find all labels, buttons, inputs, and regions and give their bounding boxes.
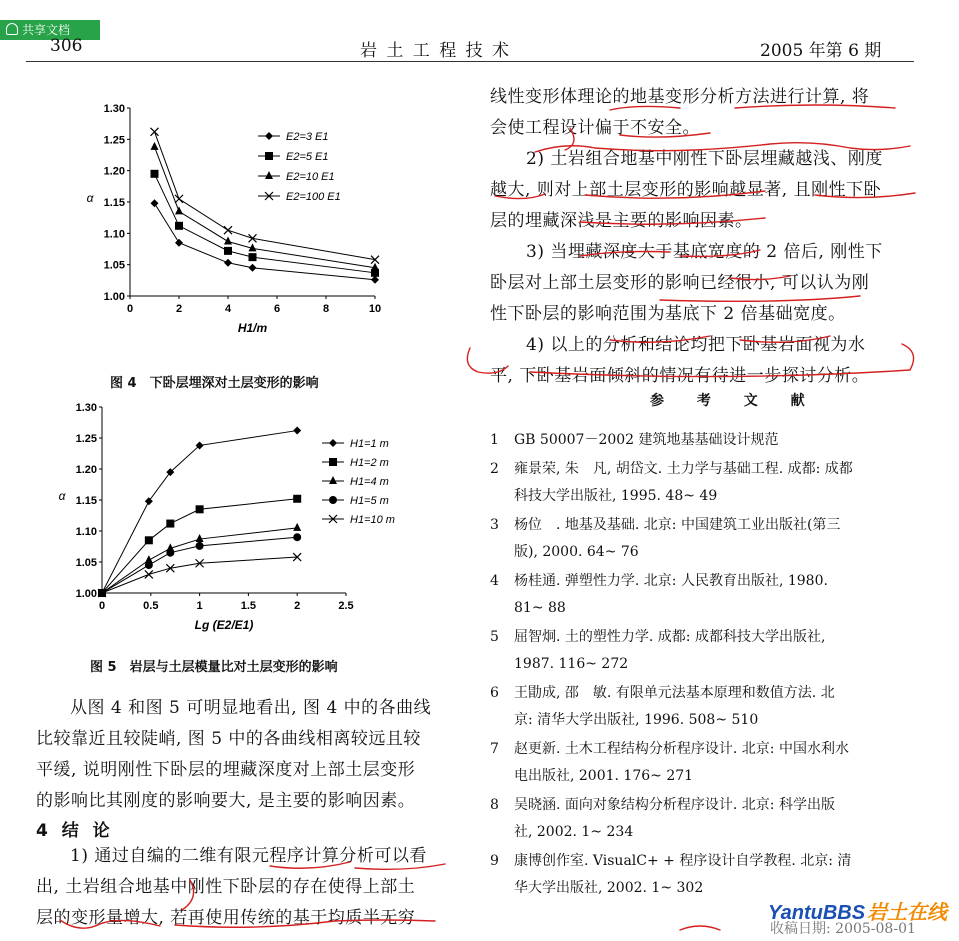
text-line: 平缓, 说明刚性下卧层的埋藏深度对上部土层变形	[36, 760, 416, 780]
reference-number: 9	[490, 853, 499, 869]
y-tick-label: 1.25	[75, 433, 97, 445]
conclusion-paragraph	[36, 841, 460, 934]
legend-marker	[265, 132, 273, 140]
text-line: 线性变形体理论的地基变形分析方法进行计算, 将	[490, 87, 870, 107]
reference-number: 5	[490, 629, 499, 645]
legend-marker	[265, 152, 273, 160]
data-point	[151, 128, 159, 136]
data-point	[196, 505, 204, 513]
x-axis-label: Lg (E2/E1)	[194, 618, 254, 632]
data-point	[293, 533, 301, 541]
text-line: 4) 以上的分析和结论均把下卧基岩面视为水	[526, 335, 866, 355]
data-point	[151, 199, 159, 207]
data-point	[175, 195, 183, 203]
reference-number: 3	[490, 517, 499, 533]
x-tick-label: 6	[273, 303, 281, 315]
y-tick-label: 1.05	[103, 259, 125, 272]
text-line: 的影响比其刚度的影响要大, 是主要的影响因素。	[36, 791, 416, 811]
reference-text: 京: 清华大学出版社, 1996. 508~ 510	[514, 712, 759, 728]
reference-text: GB 50007－2002 建筑地基基础设计规范	[514, 432, 779, 448]
legend-label: E2=100 E1	[286, 191, 341, 203]
reference-text: 王勖成, 邵 敏. 有限单元法基本原理和数值方法. 北	[514, 685, 835, 701]
y-tick-label: 1.20	[103, 165, 125, 178]
data-point	[175, 239, 183, 247]
text-line: 越大, 则对上部土层变形的影响越显著, 且刚性下卧	[490, 180, 882, 200]
figure-5-chart	[40, 395, 460, 650]
text-line: 卧层对上部土层变形的影响已经很小, 可以认为刚	[490, 273, 870, 293]
series-line	[155, 147, 376, 268]
reference-item	[490, 680, 920, 734]
reference-item	[490, 456, 920, 510]
reference-text: 科技大学出版社, 1995. 48~ 49	[514, 488, 718, 504]
reference-text: 华大学出版社, 2002. 1~ 302	[514, 880, 704, 896]
y-tick-label: 1.30	[75, 402, 97, 414]
data-point	[224, 226, 232, 234]
legend-marker	[329, 496, 337, 504]
data-point	[371, 263, 379, 271]
x-tick-label: 1	[196, 600, 203, 612]
reference-text: 电出版社, 2001. 176~ 271	[514, 768, 694, 784]
data-point	[166, 520, 174, 528]
data-point	[145, 536, 153, 544]
text-line: 2) 土岩组合地基中刚性下卧层埋藏越浅、刚度	[526, 149, 883, 169]
legend-label: E2=5 E1	[286, 151, 329, 163]
reference-item	[490, 736, 920, 790]
data-point	[293, 495, 301, 503]
data-point	[196, 534, 204, 542]
y-tick-label: 1.00	[75, 588, 97, 600]
x-tick-label: 8	[322, 303, 330, 315]
text-line: 1) 通过自编的二维有限元程序计算分析可以看	[70, 846, 427, 866]
reference-number: 7	[490, 741, 499, 757]
legend-marker	[329, 476, 337, 484]
figure-4-caption: 图 4 下卧层埋深对土层变形的影响	[110, 376, 319, 391]
logo-text: YantuBBS	[768, 902, 866, 924]
x-tick-label: 2	[294, 600, 301, 612]
x-tick-label: 1.5	[240, 600, 257, 612]
y-tick-label: 1.10	[75, 526, 97, 538]
data-point	[175, 222, 183, 230]
reference-number: 1	[490, 432, 499, 448]
text-line: 3) 当埋藏深度大于基底宽度的 2 倍后, 刚性下	[526, 242, 883, 262]
x-tick-label: 10	[368, 303, 382, 315]
reference-number: 8	[490, 797, 499, 813]
y-tick-label: 1.25	[103, 134, 125, 147]
page-number: 306	[50, 36, 83, 56]
reference-text: 81~ 88	[514, 600, 566, 616]
journal-title: 岩 土 工 程 技 术	[360, 41, 512, 61]
reference-text: 康博创作室. VisualC+ + 程序设计自学教程. 北京: 清	[514, 853, 852, 869]
reference-item	[490, 792, 920, 846]
reference-text: 社, 2002. 1~ 234	[514, 824, 634, 840]
data-point	[224, 236, 232, 244]
right-column-text	[490, 82, 920, 392]
reference-text: 1987. 116~ 272	[514, 656, 629, 672]
references-title: 参 考 文 献	[650, 393, 819, 409]
data-point	[293, 427, 301, 435]
text-line: 比较靠近且较陡峭, 图 5 中的各曲线相离较远且较	[36, 729, 421, 749]
reference-text: 杨位 . 地基及基础. 北京: 中国建筑工业出版社(第三	[514, 517, 841, 533]
text-line: 层的埋藏深浅是主要的影响因素。	[490, 211, 753, 231]
reference-number: 4	[490, 573, 499, 589]
text-line: 出, 土岩组合地基中刚性下卧层的存在使得上部土	[36, 877, 416, 897]
reference-number: 2	[490, 461, 499, 477]
x-tick-label: 0.5	[143, 600, 159, 612]
legend-label: H1=1 m	[350, 438, 389, 450]
data-point	[196, 542, 204, 550]
data-point	[224, 247, 232, 255]
y-tick-label: 1.15	[75, 495, 97, 507]
x-tick-label: 2	[175, 303, 183, 315]
data-point	[371, 276, 379, 284]
annotation-stroke	[680, 926, 720, 930]
figure-4-chart	[40, 90, 460, 360]
y-axis-label: α	[86, 191, 94, 205]
y-tick-label: 1.10	[103, 228, 125, 241]
legend-label: E2=3 E1	[286, 131, 329, 143]
logo-site: 岩土在线	[867, 902, 948, 924]
y-tick-label: 1.00	[103, 291, 125, 303]
series-line	[155, 174, 376, 273]
header-rule	[26, 61, 914, 62]
data-point	[224, 259, 232, 267]
data-point	[145, 570, 153, 578]
legend-label: H1=5 m	[350, 495, 389, 507]
legend-label: H1=10 m	[350, 514, 395, 526]
reference-item	[490, 427, 920, 454]
text-line: 平, 下卧基岩面倾斜的情况有待进一步探讨分析。	[490, 366, 870, 386]
y-tick-label: 1.30	[103, 103, 125, 115]
left-paragraph	[36, 693, 460, 817]
user-icon	[6, 23, 18, 35]
x-axis-label: H1/m	[237, 321, 268, 335]
text-line: 层的变形量增大, 若再使用传统的基于均质半无穷	[36, 908, 416, 928]
data-point	[249, 264, 257, 272]
x-tick-label: 0	[126, 303, 134, 315]
reference-number: 6	[490, 685, 499, 701]
legend-label: E2=10 E1	[286, 171, 335, 183]
legend-marker	[329, 439, 337, 447]
text-line: 从图 4 和图 5 可明显地看出, 图 4 中的各曲线	[70, 698, 432, 718]
site-logo[interactable]	[768, 896, 947, 925]
legend-marker	[265, 171, 273, 179]
reference-item	[490, 624, 920, 678]
data-point	[175, 206, 183, 214]
data-point	[249, 253, 257, 261]
reference-text: 版), 2000. 64~ 76	[514, 544, 639, 560]
y-tick-label: 1.20	[75, 464, 97, 476]
x-tick-label: 4	[224, 303, 232, 315]
legend-label: H1=2 m	[350, 457, 389, 469]
reference-text: 屈智炯. 土的塑性力学. 成都: 成都科技大学出版社,	[514, 629, 826, 645]
x-tick-label: 0	[98, 600, 106, 612]
reference-item	[490, 512, 920, 566]
text-line: 性下卧层的影响范围为基底下 2 倍基础宽度。	[490, 304, 846, 324]
section-heading: 4 结 论	[36, 821, 114, 841]
y-axis-label: α	[58, 489, 66, 503]
legend-marker	[329, 458, 337, 466]
reference-item	[490, 848, 920, 902]
figure-5-caption: 图 5 岩层与土层模量比对土层变形的影响	[90, 660, 338, 675]
badge-label: 共享文档	[22, 23, 71, 37]
data-point	[145, 561, 153, 569]
data-point	[166, 549, 174, 557]
y-tick-label: 1.05	[75, 557, 97, 569]
reference-text: 雍景荣, 朱 凡, 胡岱文. 土力学与基础工程. 成都: 成都	[514, 461, 853, 477]
data-point	[145, 497, 153, 505]
data-point	[151, 170, 159, 178]
reference-text: 杨桂通. 弹塑性力学. 北京: 人民教育出版社, 1980.	[514, 573, 828, 589]
x-tick-label: 2.5	[338, 600, 354, 612]
y-tick-label: 1.15	[103, 197, 125, 209]
reference-text: 赵更新. 土木工程结构分析程序设计. 北京: 中国水利水	[514, 741, 849, 757]
reference-item	[490, 568, 920, 622]
received-date: 收稿日期: 2005-08-01	[770, 921, 916, 937]
text-line: 会使工程设计偏于不安全。	[490, 118, 700, 138]
legend-label: H1=4 m	[350, 476, 389, 488]
data-point	[151, 142, 159, 150]
issue-label: 2005 年第 6 期	[760, 41, 882, 61]
data-point	[293, 523, 301, 531]
reference-text: 吴晓涵. 面向对象结构分析程序设计. 北京: 科学出版	[514, 797, 835, 813]
